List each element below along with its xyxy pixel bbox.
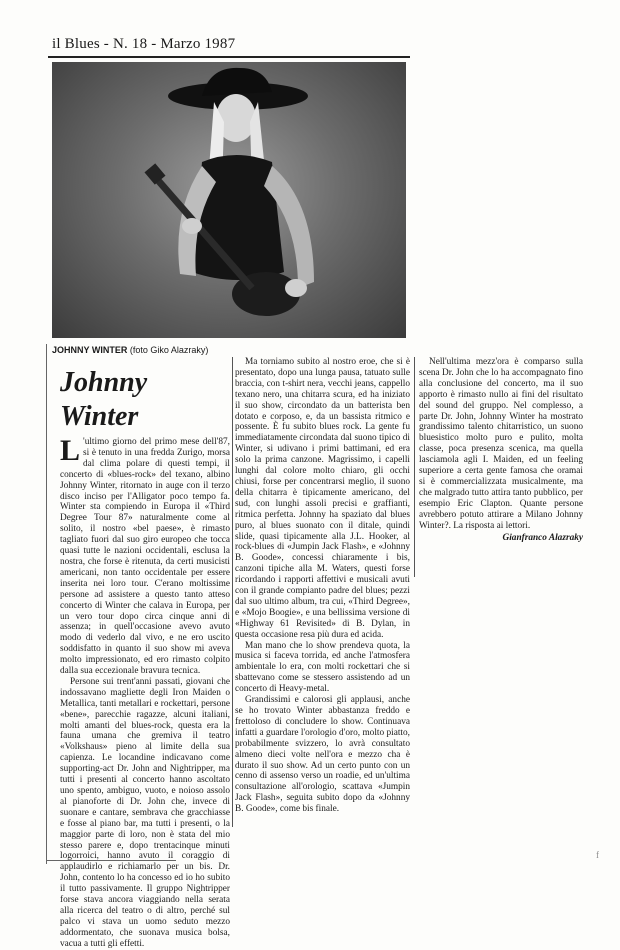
- article-column-2: [235, 357, 410, 817]
- article-column-1: [60, 434, 230, 949]
- column-divider-1: [232, 357, 233, 827]
- article-column-3: [419, 357, 583, 557]
- article-paragraph-6: Nell'ultima mezz'ora è comparso sulla scena Dr. John che lo ha accompagnato fino alla conclusione del concerto, ma il suo apporto è rimasto nullo ai fini del risultato del sound del gruppo. Nel complesso, a parte Dr. John, Johnny Winter ha mostrato grandissimo talento chitarristico, un suono bluesistico molto puro e pulito, molta classe, poca presenza scenica, ma quella lasciamola agli I. Maiden, ed un feeling superiore a certa gente famosa che oramai si è commercializzata musicalmente, ma che malgrado tutto attira tanto pubblico, per esempio Eric Clapton. Quante persone avrebbero potuto attirare a Milano Johnny Winter?. La risposta ai lettori.: [419, 357, 583, 531]
- header-rule: [48, 56, 410, 58]
- article-paragraph-5: Grandissimi e calorosi gli applausi, anche se ho trovato Winter abbastanza freddo e frettoloso di concludere lo show. Continuava infatti a guardare l'orologio d'oro, molto piatto, probabilmente svizzero, lo avrà consultato almeno dieci volte nell'ora e mezzo cha è durato il suo show. Ad un certo punto con un cenno di assenso verso un roadie, ed un'ultima consultazione all'orologio, scattava «Jumpin Jack Flash», seguita subito dopo da «Johnny B. Goode», come bis finale.: [235, 695, 410, 815]
- headline-line2: Winter: [60, 401, 139, 432]
- photo-caption: [52, 345, 208, 355]
- article-paragraph-2: Persone sui trent'anni passati, giovani che indossavano magliette degli Iron Maiden o Metallica, tanti metallari e rockettari, persone «bene», parecchie ragazze, alcuni italiani, molti amanti del blues-rock, questa era la fauna umana che gremiva il teatro «Volkshaus» pieno al limite della sua capienza. Le locandine indicavano come supporting-act Dr. John and Nightripper, ma tutti i presenti al concerto hanno ascoltato uno spento, ambiguo, vuoto, e noioso assolo al pianoforte di Dr. John che, invece di suonare e cantare, sembrava che gracchiasse e fosse al piano bar, ma tutti i presenti, o la maggior parte di loro, non è stata del mio stesso parere e, dopo trentacinque minuti logorroici, hanno avuto il coraggio di applaudirlo e richiamarlo per un bis. Dr. John, contento lo ha concesso ed io ho subito il tutto passivamente. Il gruppo Nightripper forse stava ancora viaggiando nella serata alla ricerca del teatro o di altro, perché sul palco vi stava un uomo seduto mezzo addormentato, che suonava musica bolsa, vacua a tutti gli effetti.: [60, 676, 230, 949]
- column-divider-2: [414, 357, 415, 577]
- drop-cap: L: [60, 434, 81, 467]
- article-paragraph-4: Man mano che lo show prendeva quota, la musica si faceva torrida, ed anche l'atmosfera ambientale lo era, con molti rockettari che si sbattevano come se stessero assistendo ad un concerto di Heavy-metal.: [235, 640, 410, 695]
- caption-name: JOHNNY WINTER: [52, 345, 128, 355]
- article-headline: [60, 366, 230, 434]
- headline-line1: Johnny: [60, 367, 148, 398]
- article-paragraph-1: L 'ultimo giorno del primo mese dell'87, si è tenuto in una fredda Zurigo, morsa dal clima polare di questi tempi, il concerto di «blues-rock» del texano, albino Johnny Winter, ritornato in auge con il terzo disco inciso per l'Alligator poco tempo fa. Winter sta compiendo in Europa il «Third Degree Tour 87» naturalmente come al solito, il nostro «bel paese», è rimasto tagliato fuori dal suo giro europeo che tocca quasi tutte le nazioni occidentali, esclusa la nostra, che forse è ritenuta, da certi musicisti americani, non tanto occidentale per essere inserita nei loro tour. C'erano moltissime persone ad assistere a questo tanto atteso concerto di Winter che calava in Europa, per un vero tour dopo circa cinque anni di assenza; in quell'occasione avevo avuto modo di vederlo dal vivo, e ne ero uscito soddisfatto in quanto il suo show mi aveva molto impressionato, ed ero rimasto colpito dalla sua eccezionale bravura tecnica.: [60, 434, 230, 677]
- article-paragraph-3: Ma torniamo subito al nostro eroe, che si è presentato, dopo una lunga pausa, tatuato sulle braccia, con t-shirt nera, vecchi jeans, cappello texano nero, una chitarra scura, ed ha iniziato il suo show, circondato da un batterista ben dotato e corposo, e, da un bassista ritmico e possente. È fu subito blues rock. La gente fu immediatamente circondata dal suono tipico di Winter, si udivano i primi battimani, ed era solo la prima canzone. Magrissimo, i capelli lunghi dal colore molto chiaro, gli occhi chiusi, forse per concentrarsi meglio, il suono della chitarra è tipicamente americano, del sud, con lunghi assoli precisi e graffianti, ritmica perfetta. Johnny ha spaziato dal blues puro, al blues suonato con il ditale, quindi slide, quasi tipicamente alla J.L. Hooker, al rock-blues di «Jumpin Jack Flash», e «Johnny B. Goode», concessi chiaramente i bis, canzoni tipiche alla M. Waters, questi forse ricordando i rapporti affettivi e musicali avuti con il grande compianto padre del blues; pezzi dal suo ultimo album, tra cui, «Third Degree», e «Mojo Boogie», e una bellissima versione di «Highway 61 Revisited» di B. Dylan, in questa occasione resa più dura ed acida.: [235, 357, 410, 640]
- author-signature: Gianfranco Alazraky: [502, 532, 583, 543]
- johnny-winter-photo: [52, 62, 406, 338]
- issue-header: il Blues - N. 18 - Marzo 1987: [52, 36, 236, 52]
- left-border-rule: [46, 344, 47, 864]
- caption-credit: (foto Giko Alazraky): [129, 345, 209, 355]
- page-mark: f: [596, 850, 599, 860]
